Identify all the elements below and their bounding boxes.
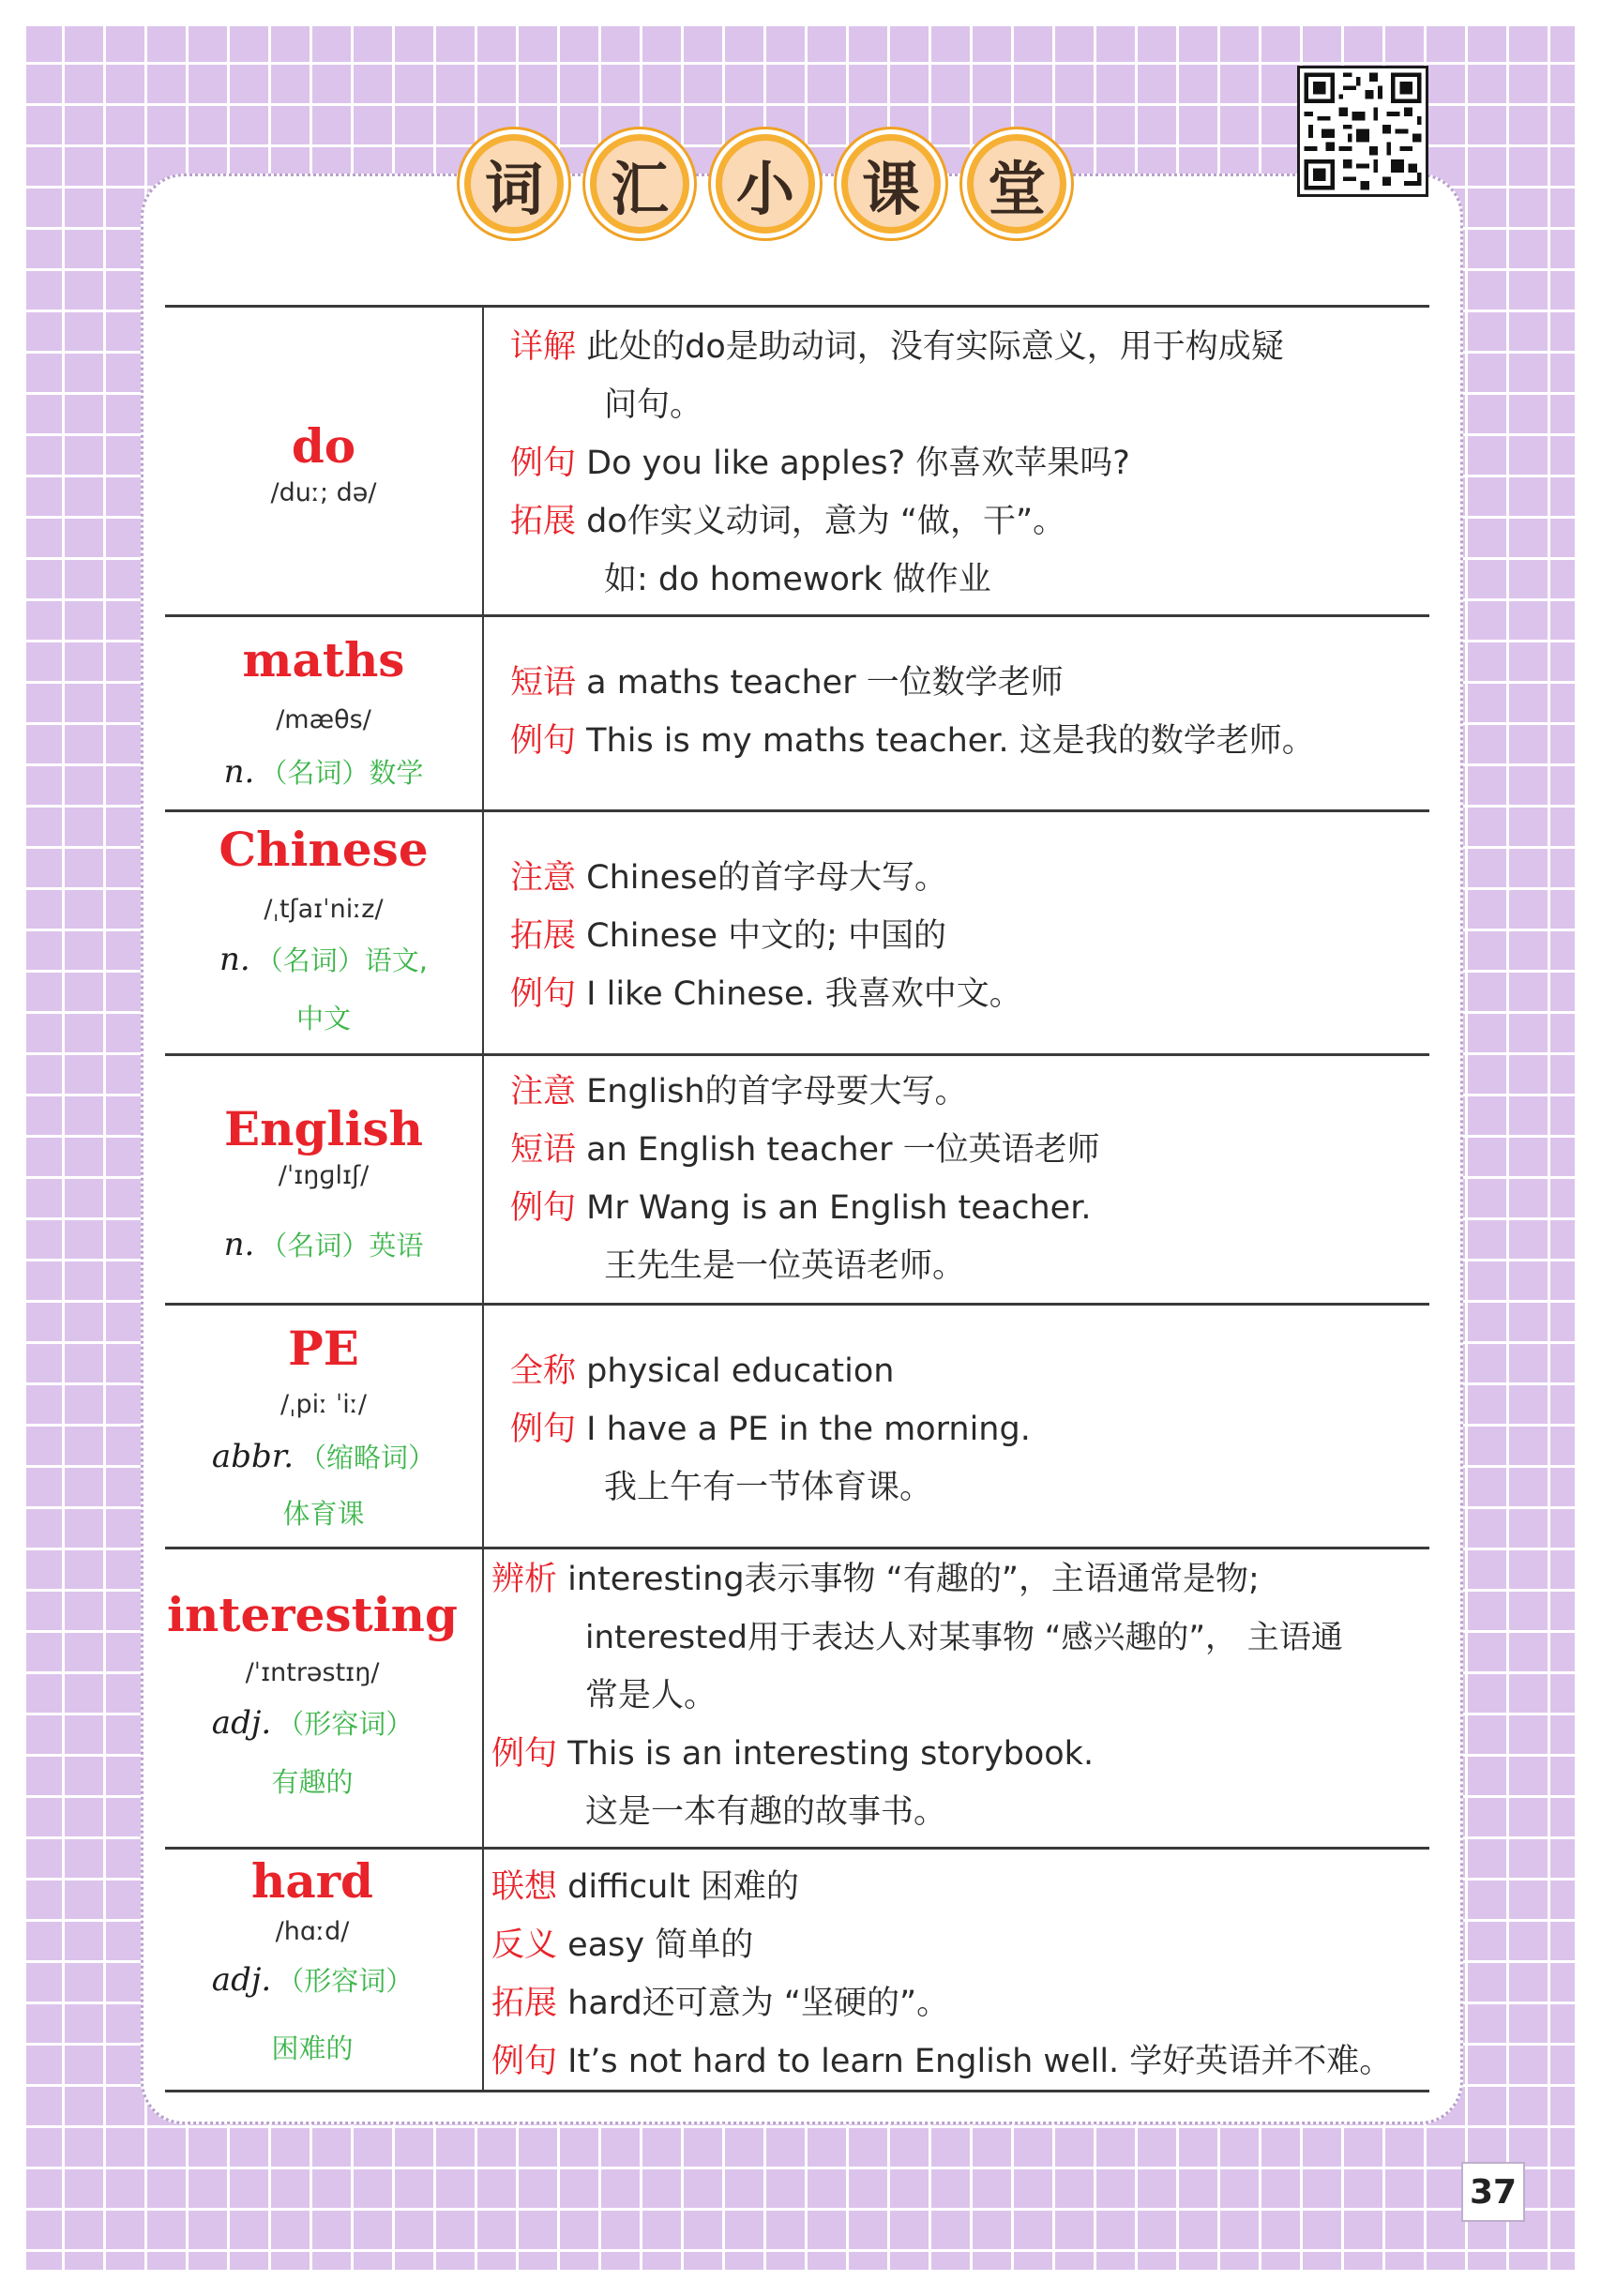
line-tag: 拓展 (491, 1985, 558, 2022)
table-row (165, 1053, 1429, 1303)
line-tag: 例句 (510, 445, 577, 482)
line-text: difficult 困难的 (567, 1868, 799, 1906)
table-row (165, 809, 1429, 1053)
page-number: 37 (1461, 2162, 1525, 2222)
pos-abbr: n. (219, 941, 250, 978)
definition-line (510, 852, 947, 899)
line-tag: 例句 (510, 722, 577, 760)
phonetic: /ˌtʃaɪˈniːz/ (264, 895, 384, 924)
title-char: 汇 (597, 141, 683, 227)
table-row (165, 614, 1429, 809)
column-divider (482, 1056, 484, 1303)
definition-line (510, 968, 1022, 1015)
line-text: easy 简单的 (567, 1926, 754, 1964)
pos-meaning: （名词）语文, (255, 944, 428, 976)
line-text: a maths teacher 一位数学老师 (586, 664, 1064, 702)
title-char: 课 (848, 141, 934, 227)
line-tag: 例句 (491, 1735, 558, 1773)
headword: PE (288, 1321, 359, 1376)
line-tag: 例句 (491, 2043, 558, 2080)
title-char: 小 (722, 141, 808, 227)
line-tag: 例句 (510, 1189, 577, 1227)
column-divider (482, 308, 484, 614)
title-char: 堂 (974, 141, 1060, 227)
phonetic: /mæθs/ (276, 705, 371, 734)
headword: Chinese (219, 822, 429, 877)
headword: English (224, 1101, 423, 1156)
line-text: do作实义动词，意为 “做，干”。 (586, 503, 1066, 540)
definition-line (510, 715, 1315, 762)
title-char-circle (585, 129, 694, 238)
word-cell (165, 617, 482, 809)
line-text: hard还可意为 “坚硬的”。 (567, 1985, 950, 2022)
table-row (165, 1303, 1429, 1547)
line-text: Chinese的首字母大写。 (586, 859, 947, 897)
title-char-circle (837, 129, 945, 238)
definition-line (510, 1182, 1092, 1229)
column-divider (482, 812, 484, 1053)
definition-line (510, 1345, 894, 1392)
definition-line (510, 1403, 1031, 1450)
definition-line (491, 1977, 949, 2024)
definition-line: 问句。 (604, 386, 703, 424)
definition-line (491, 1553, 1260, 1600)
pos-meaning: （形容词） (277, 1965, 414, 1997)
pos-meaning: （形容词） (277, 1708, 414, 1740)
definition-line (510, 495, 1065, 542)
definition-line (510, 910, 946, 957)
title-char-circle (711, 129, 820, 238)
title-char: 词 (471, 141, 557, 227)
qr-code-icon[interactable] (1297, 66, 1428, 197)
definition-line: 王先生是一位英语老师。 (604, 1247, 966, 1285)
headword: do (291, 418, 356, 474)
headword: interesting (167, 1587, 458, 1642)
column-divider (482, 617, 484, 809)
definition-line: 常是人。 (585, 1677, 717, 1714)
pos-meaning-cont: 有趣的 (271, 1766, 354, 1798)
phonetic: /ˌpiː ˈiː/ (280, 1390, 367, 1419)
definition-line (491, 1728, 1094, 1775)
part-of-speech (154, 1960, 471, 1999)
line-text: This is my maths teacher. 这是我的数学老师。 (586, 722, 1315, 760)
definition-line (491, 1919, 753, 1966)
pos-abbr: n. (223, 1226, 255, 1263)
headword: maths (242, 632, 405, 687)
definition-line (510, 437, 1130, 484)
column-divider (482, 1306, 484, 1547)
phonetic: /duː; də/ (270, 478, 377, 507)
word-cell (165, 812, 482, 1053)
line-text: This is an interesting storybook. (567, 1735, 1095, 1773)
phonetic: /hɑːd/ (275, 1917, 350, 1946)
pos-meaning-cont: 体育课 (282, 1498, 365, 1530)
line-text: 此处的do是助动词，没有实际意义，用于构成疑 (586, 328, 1284, 366)
word-cell (165, 308, 482, 614)
headword: hard (250, 1853, 374, 1909)
line-text: Do you like apples? 你喜欢苹果吗? (586, 445, 1130, 482)
pos-meaning: （缩略词） (299, 1442, 436, 1473)
word-cell (165, 1306, 482, 1547)
pos-abbr: n. (223, 753, 255, 791)
line-tag: 拓展 (510, 917, 577, 955)
definition-line (510, 321, 1284, 368)
definition-line (510, 657, 1064, 703)
part-of-speech (165, 752, 482, 791)
line-text: Mr Wang is an English teacher. (586, 1189, 1092, 1227)
line-text: Chinese 中文的; 中国的 (586, 917, 947, 955)
line-tag: 例句 (510, 975, 577, 1013)
phonetic: /ˈɪŋɡlɪʃ/ (278, 1161, 370, 1190)
definition-line (491, 1861, 799, 1908)
pos-abbr: adj. (211, 1961, 272, 1999)
part-of-speech (165, 940, 482, 978)
definition-line: 我上午有一节体育课。 (604, 1469, 933, 1506)
title-char-circle (962, 129, 1071, 238)
column-divider (482, 1549, 484, 1847)
line-tag: 辨析 (491, 1561, 558, 1598)
line-tag: 详解 (510, 328, 577, 366)
definition-line: interested用于表达人对某事物 “感兴趣的”， 主语通 (585, 1619, 1343, 1656)
pos-abbr: adj. (211, 1704, 272, 1742)
part-of-speech (165, 1225, 482, 1263)
word-cell (165, 1549, 482, 1847)
column-divider (482, 1850, 484, 2090)
definition-line (510, 1124, 1100, 1171)
section-title (460, 129, 1097, 233)
table-row (165, 1547, 1429, 1847)
pos-abbr: abbr. (211, 1438, 295, 1475)
phonetic: /ˈɪntrəstɪŋ/ (245, 1658, 380, 1687)
part-of-speech (165, 1437, 482, 1475)
line-tag: 联想 (491, 1868, 558, 1906)
line-tag: 注意 (510, 859, 577, 897)
line-text: physical education (586, 1352, 895, 1390)
line-tag: 短语 (510, 1131, 577, 1169)
definition-line (510, 1065, 968, 1112)
line-tag: 拓展 (510, 503, 577, 540)
definition-line: 如: do homework 做作业 (604, 561, 991, 598)
definition-line: 这是一本有趣的故事书。 (585, 1793, 947, 1831)
line-text: English的首字母要大写。 (586, 1073, 968, 1110)
line-text: interesting表示事物 “有趣的”，主语通常是物; (567, 1561, 1260, 1598)
pos-meaning: （名词）英语 (260, 1230, 424, 1261)
line-tag: 例句 (510, 1411, 577, 1448)
line-tag: 短语 (510, 664, 577, 702)
line-tag: 反义 (491, 1926, 558, 1964)
line-text: I have a PE in the morning. (586, 1411, 1031, 1448)
definition-line (491, 2035, 1392, 2082)
line-text: It’s not hard to learn English well. 学好英语并不难。 (567, 2043, 1393, 2080)
table-row (165, 1847, 1429, 2092)
word-cell (165, 1850, 482, 2090)
part-of-speech (154, 1703, 471, 1742)
title-char-circle (460, 129, 568, 238)
line-tag: 全称 (510, 1352, 577, 1390)
table-row (165, 305, 1429, 614)
line-text: an English teacher 一位英语老师 (586, 1131, 1100, 1169)
line-tag: 注意 (510, 1073, 577, 1110)
line-text: I like Chinese. 我喜欢中文。 (586, 975, 1022, 1013)
pos-meaning: （名词）数学 (260, 757, 424, 789)
pos-meaning-cont: 中文 (295, 1003, 351, 1035)
word-cell (165, 1056, 482, 1303)
pos-meaning-cont: 困难的 (271, 2032, 354, 2064)
